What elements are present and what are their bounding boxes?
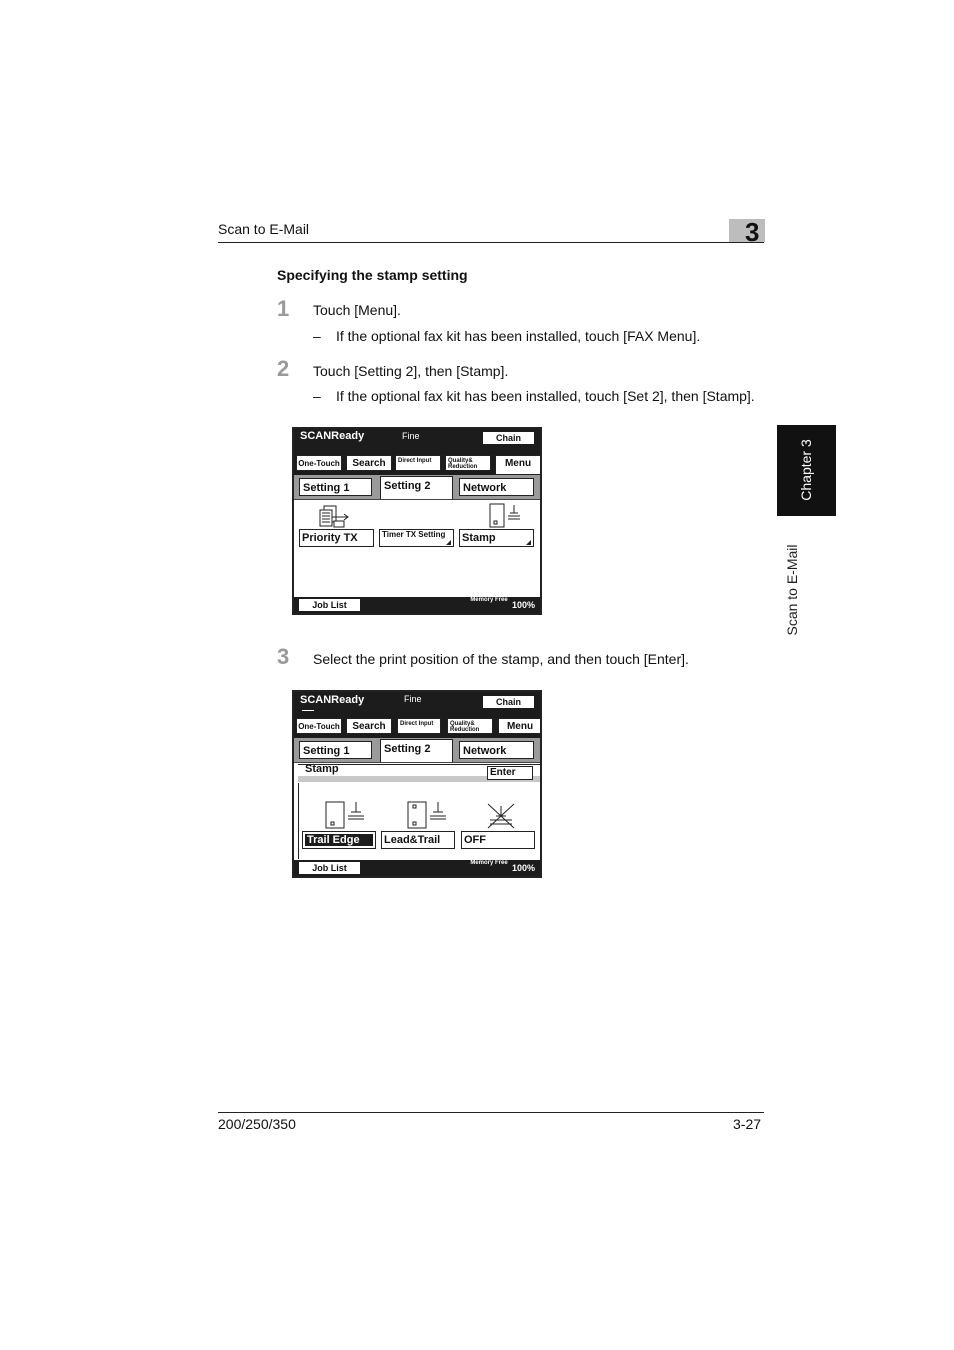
- side-tab-chapter-label: Chapter 3: [798, 439, 814, 501]
- tab-network[interactable]: Network: [459, 478, 534, 496]
- step-number-1: 1: [277, 296, 290, 321]
- timer-tx-setting-label: Timer TX Setting: [382, 530, 446, 539]
- control-panel-screen-2: [292, 690, 542, 878]
- priority-tx-icon: [314, 503, 354, 529]
- step-text-2: Touch [Setting 2], then [Stamp].: [313, 363, 509, 379]
- enter-button[interactable]: Enter: [487, 766, 533, 780]
- stamp-label: Stamp: [462, 532, 496, 544]
- submenu-corner-icon: [526, 540, 531, 545]
- panel-divider: [298, 783, 299, 859]
- side-tab-section-label: Scan to E-Mail: [784, 544, 800, 636]
- footer-page-number: 3-27: [733, 1116, 762, 1132]
- footer-model: 200/250/350: [218, 1116, 296, 1132]
- section-title: Specifying the stamp setting: [277, 267, 468, 283]
- bullet-dash-2: –: [313, 388, 321, 404]
- tab-quality-reduction[interactable]: Quality& Reduction: [445, 455, 491, 471]
- tab-menu[interactable]: Menu: [495, 455, 541, 475]
- tab-network[interactable]: Network: [459, 741, 534, 759]
- tab-setting-2[interactable]: Setting 2: [380, 476, 453, 499]
- stamp-button[interactable]: [459, 529, 534, 547]
- panel-top-bar: [294, 692, 540, 738]
- trail-edge-label: Trail Edge: [305, 834, 373, 846]
- memory-free-label: Memory Free: [470, 860, 508, 866]
- tab-one-touch[interactable]: One-Touch: [296, 718, 342, 734]
- lead-trail-button[interactable]: Lead&Trail: [381, 831, 455, 849]
- tab-setting-1[interactable]: Setting 1: [299, 478, 372, 496]
- tab-direct-input[interactable]: Direct Input: [397, 718, 441, 734]
- quality-text: Fine: [402, 431, 420, 441]
- chain-button[interactable]: Chain: [483, 432, 534, 444]
- status-text: SCANReady: [300, 694, 365, 706]
- tab-direct-input[interactable]: Direct Input: [395, 455, 441, 471]
- submenu-corner-icon: [446, 540, 451, 545]
- header-rule: [218, 242, 764, 243]
- quality-text: Fine: [404, 694, 422, 704]
- control-panel-screen-1: [292, 427, 542, 615]
- panel-bottom-bar: [294, 860, 540, 876]
- stamp-off-icon: [484, 800, 518, 830]
- tab-menu[interactable]: Menu: [498, 718, 542, 734]
- status-text: SCANReady: [300, 430, 365, 442]
- trail-edge-icon: [324, 800, 368, 830]
- setting-tab-bar: [294, 738, 540, 763]
- priority-tx-button[interactable]: Priority TX: [299, 529, 374, 547]
- step-text-1: Touch [Menu].: [313, 302, 401, 318]
- memory-percent: 100%: [512, 863, 536, 873]
- step-number-3: 3: [277, 644, 290, 669]
- tab-quality-reduction[interactable]: Quality& Reduction: [447, 718, 493, 734]
- tab-one-touch[interactable]: One-Touch: [296, 455, 342, 471]
- stamp-title: Stamp: [305, 763, 339, 775]
- tab-search[interactable]: Search: [346, 718, 392, 734]
- stamp-icon: [488, 503, 528, 529]
- footer-rule: [218, 1112, 764, 1113]
- tab-search[interactable]: Search: [346, 455, 392, 471]
- running-header-title: Scan to E-Mail: [218, 221, 310, 237]
- trail-edge-button[interactable]: [302, 831, 376, 849]
- memory-percent: 100%: [512, 600, 536, 610]
- panel-bottom-bar: [294, 597, 540, 613]
- job-list-button[interactable]: Job List: [299, 862, 360, 874]
- chapter-number: 3: [745, 217, 760, 247]
- step-note-1: If the optional fax kit has been installed, touch [FAX Menu].: [336, 328, 701, 344]
- tab-setting-1[interactable]: Setting 1: [299, 741, 372, 759]
- setting-tab-bar: [294, 475, 540, 500]
- step-text-3: Select the print position of the stamp, and then touch [Enter].: [313, 651, 689, 667]
- off-button[interactable]: OFF: [461, 831, 535, 849]
- memory-free-label: Memory Free: [470, 597, 508, 603]
- step-number-2: 2: [277, 356, 290, 381]
- bullet-dash-1: –: [313, 328, 321, 344]
- lead-trail-icon: [406, 800, 450, 830]
- tab-setting-2[interactable]: Setting 2: [380, 739, 453, 762]
- status-underline: [302, 710, 314, 711]
- job-list-button[interactable]: Job List: [299, 599, 360, 611]
- timer-tx-setting-button[interactable]: [379, 529, 454, 547]
- step-note-2: If the optional fax kit has been installed, touch [Set 2], then [Stamp].: [336, 388, 755, 404]
- panel-top-bar: [294, 429, 540, 475]
- chain-button[interactable]: Chain: [483, 696, 534, 708]
